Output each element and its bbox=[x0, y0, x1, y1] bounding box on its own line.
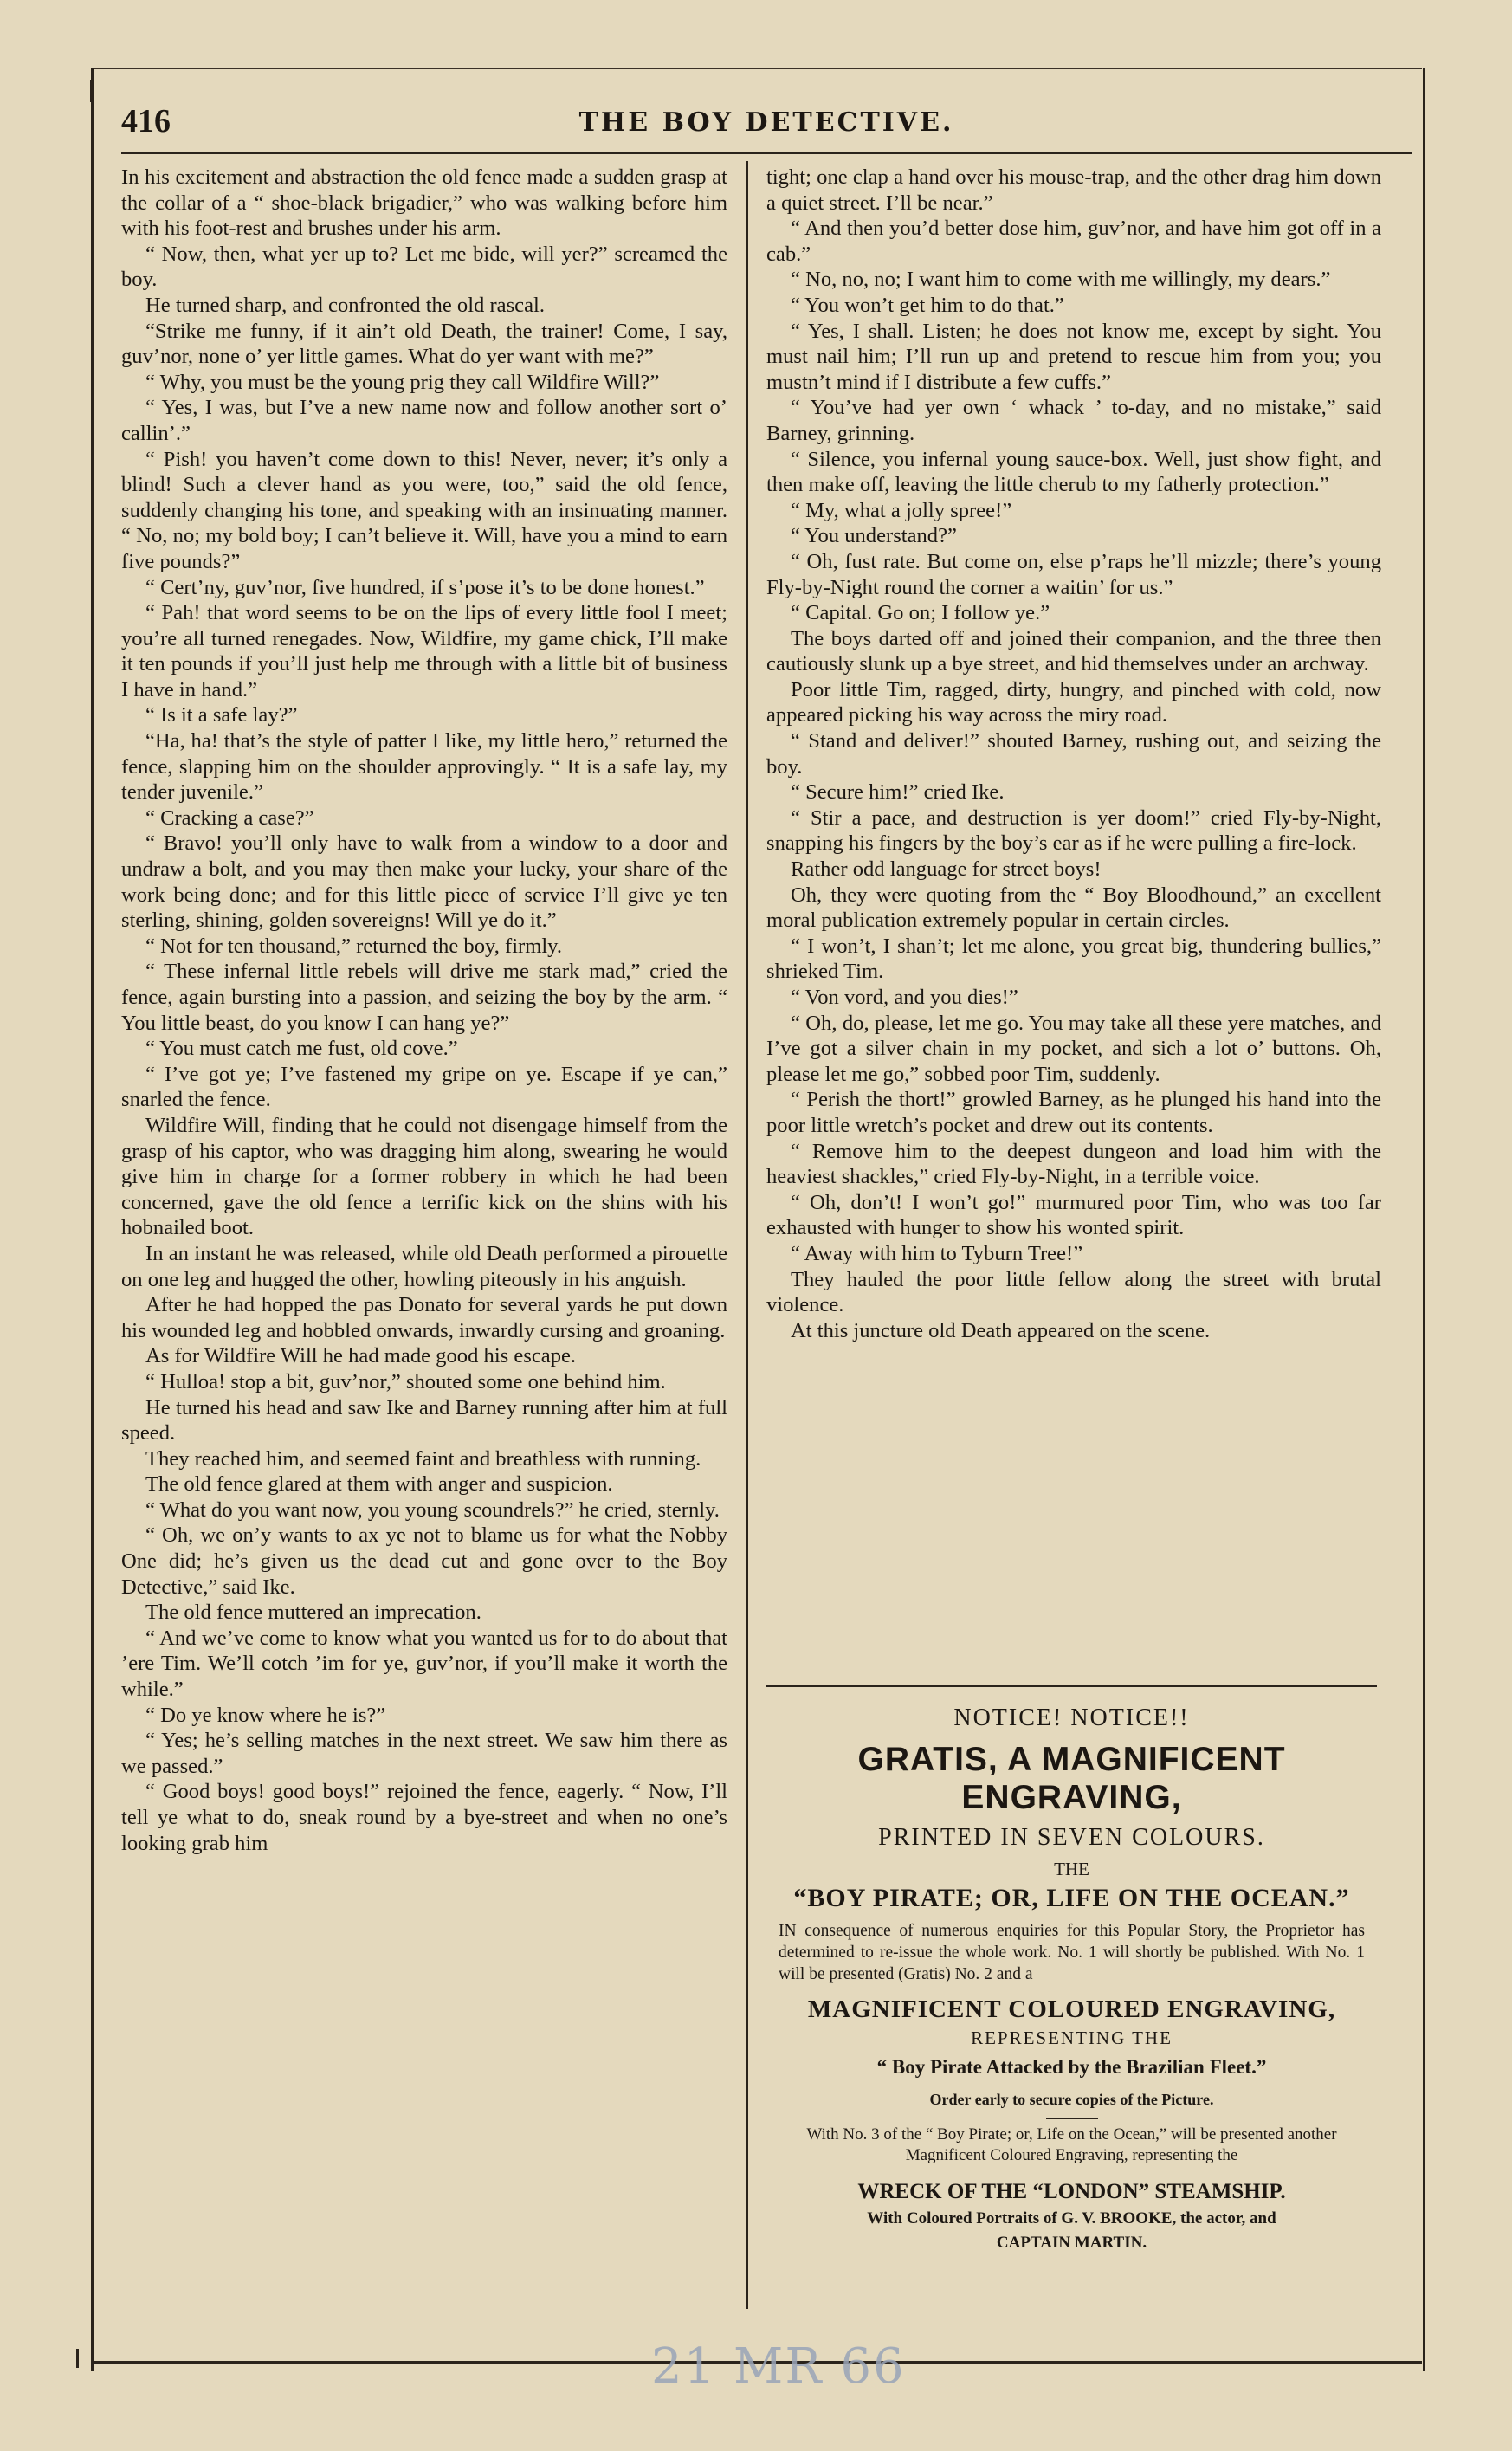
paragraph: Oh, they were quoting from the “ Boy Bloodhound,” an excellent moral publication extremely popular in certain circles. bbox=[766, 883, 1381, 933]
paragraph: The old fence glared at them with anger and suspicion. bbox=[145, 1472, 613, 1497]
paragraph: “ Away with him to Tyburn Tree!” bbox=[791, 1241, 1083, 1265]
notice-wreck: WRECK OF THE “LONDON” STEAMSHIP. bbox=[857, 2180, 1286, 2203]
paragraph: “ No, no, no; I want him to come with me willingly, my dears.” bbox=[791, 268, 1331, 292]
notice-representing: REPRESENTING THE bbox=[971, 2027, 1173, 2048]
paragraph: “ Stand and deliver!” shouted Barney, rushing out, and seizing the boy. bbox=[766, 729, 1381, 779]
paragraph: “ Oh, do, please, let me go. You may take all these yere matches, and I’ve got a silver chain in my pocket, and sich a lot o’ buttons. Oh, please let me go,” sobbed poor Tim, suddenly. bbox=[766, 1011, 1381, 1086]
paragraph: In his excitement and abstraction the old fence made a sudden grasp at the collar of a “ shoe-black brigadier,” who was walking before him with his foot-rest and brushes under his arm. bbox=[121, 165, 727, 241]
header-rule bbox=[121, 152, 1412, 154]
notice-attacked: “ Boy Pirate Attacked by the Brazilian Fleet.” bbox=[876, 2056, 1267, 2078]
notice-rule bbox=[766, 1685, 1377, 1687]
paragraph: “ Capital. Go on; I follow ye.” bbox=[791, 601, 1050, 625]
paragraph: “ And we’ve come to know what you wanted us for to do about that ’ere Tim. We’ll cotch ’im for ye, guv’nor, if you’ll make it worth the while.” bbox=[121, 1626, 727, 1702]
left-column bbox=[121, 165, 727, 2312]
paragraph: “ My, what a jolly spree!” bbox=[791, 498, 1012, 522]
paragraph: “ Good boys! good boys!” rejoined the fence, eagerly. “ Now, I’ll tell ye what to do, sneak round by a bye-street and when no one’s looking grab him bbox=[121, 1780, 727, 1855]
notice-the: THE bbox=[1054, 1859, 1089, 1879]
right-column bbox=[766, 165, 1381, 1689]
paragraph: “ Oh, fust rate. But come on, else p’raps he’ll mizzle; there’s young Fly-by-Night round the corner a waitin’ for us.” bbox=[766, 549, 1381, 599]
notice-portraits-2: CAPTAIN MARTIN. bbox=[996, 2234, 1147, 2252]
advertisement-notice bbox=[766, 1699, 1377, 2305]
paragraph: “ You’ve had yer own ‘ whack ’ to-day, and no mistake,” said Barney, grinning. bbox=[766, 396, 1381, 445]
running-title: THE BOY DETECTIVE. bbox=[578, 107, 954, 138]
notice-title: “BOY PIRATE; OR, LIFE ON THE OCEAN.” bbox=[793, 1884, 1350, 1912]
library-stamp: 21 MR 66 bbox=[651, 2338, 906, 2395]
paragraph: “ I won’t, I shan’t; let me alone, you great big, thundering bullies,” shrieked Tim. bbox=[766, 934, 1381, 984]
paragraph: “ Bravo! you’ll only have to walk from a window to a door and undraw a bolt, and you may then make your lucky, your share of the work being done; and for this little piece of service I’ll give ye ten sterling, shining, golden sovereigns! Will ye do it.” bbox=[121, 831, 727, 933]
paragraph: “ Yes, I shall. Listen; he does not know me, except by sight. You must nail him; I’ll run up and pretend to rescue him from you; you mustn’t mind if I distribute a few cuffs.” bbox=[766, 319, 1381, 394]
paragraph: “ Silence, you infernal young sauce-box. Well, just show fight, and then make off, leaving the little cherub to my fatherly protection.” bbox=[766, 447, 1381, 497]
paragraph: “ Hulloa! stop a bit, guv’nor,” shouted some one behind him. bbox=[145, 1369, 666, 1394]
paragraph: “ Stir a pace, and destruction is yer doom!” cried Fly-by-Night, snapping his fingers by the boy’s ear as if he were pulling a fire-lock. bbox=[766, 805, 1381, 856]
notice-printed: PRINTED IN SEVEN COLOURS. bbox=[878, 1824, 1265, 1851]
paragraph: “ Pah! that word seems to be on the lips of every little fool I meet; you’re all turned renegades. Now, Wildfire, my game chick, I’ll make it ten pounds if you’ll just help me through with a little bit of business I have in hand.” bbox=[121, 601, 727, 702]
paragraph: “Ha, ha! that’s the style of patter I like, my little hero,” returned the fence, slapping him on the shoulder approvingly. “ It is a safe lay, my tender juvenile.” bbox=[121, 729, 727, 805]
paragraph: “ Do ye know where he is?” bbox=[145, 1703, 386, 1727]
paragraph: After he had hopped the pas Donato for several yards he put down his wounded leg and hobbled onwards, inwardly cursing and groaning. bbox=[121, 1293, 727, 1342]
notice-portraits-1: With Coloured Portraits of G. V. BROOKE, the actor, and bbox=[867, 2209, 1276, 2228]
paragraph: Wildfire Will, finding that he could not disengage himself from the grasp of his captor, who was dragging him along, swearing he would give him in charge for a former robbery in which he had been concerned, gave the old fence a terrific kick on the shins with his hobnailed boot. bbox=[121, 1113, 727, 1240]
paragraph: “ Why, you must be the young prig they call Wildfire Will?” bbox=[145, 370, 660, 394]
paragraph: “ You understand?” bbox=[791, 524, 957, 548]
paragraph: In an instant he was released, while old Death performed a pirouette on one leg and hugged the other, howling piteously in his anguish. bbox=[121, 1241, 727, 1291]
paragraph: “ These infernal little rebels will drive me stark mad,” cried the fence, again bursting into a passion, and seizing the boy by the arm. “ You little beast, do you know I can hang ye?” bbox=[121, 960, 727, 1035]
notice-headline: GRATIS, A MAGNIFICENT ENGRAVING, bbox=[857, 1741, 1286, 1816]
notice-magnificent: MAGNIFICENT COLOURED ENGRAVING, bbox=[807, 1995, 1336, 2023]
paragraph: “ Yes, I was, but I’ve a new name now and follow another sort o’ callin’.” bbox=[121, 396, 727, 445]
column-divider bbox=[746, 161, 748, 2309]
paragraph: “ Cracking a case?” bbox=[145, 805, 314, 830]
paragraph: At this juncture old Death appeared on the scene. bbox=[791, 1318, 1211, 1342]
paragraph: They reached him, and seemed faint and breathless with running. bbox=[145, 1446, 701, 1471]
paragraph: “ Not for ten thousand,” returned the boy, firmly. bbox=[145, 934, 563, 958]
paragraph: He turned his head and saw Ike and Barney running after him at full speed. bbox=[121, 1395, 727, 1445]
paragraph: The old fence muttered an imprecation. bbox=[145, 1601, 481, 1625]
paragraph: tight; one clap a hand over his mouse-trap, and the other drag him down a quiet street. I’ll be near.” bbox=[766, 165, 1381, 215]
paragraph: They hauled the poor little fellow along the street with brutal violence. bbox=[766, 1267, 1381, 1317]
paragraph: He turned sharp, and confronted the old rascal. bbox=[145, 293, 545, 317]
paragraph: “Strike me funny, if it ain’t old Death, the trainer! Come, I say, guv’nor, none o’ yer little games. What do yer want with me?” bbox=[121, 319, 727, 369]
paragraph: “ You won’t get him to do that.” bbox=[791, 293, 1064, 317]
paragraph: “ Now, then, what yer up to? Let me bide, will yer?” screamed the boy. bbox=[121, 242, 727, 292]
notice-heading: NOTICE! NOTICE!! bbox=[953, 1704, 1190, 1731]
paragraph: “ What do you want now, you young scoundrels?” he cried, sternly. bbox=[145, 1497, 720, 1522]
paragraph: “ Von vord, and you dies!” bbox=[791, 986, 1018, 1009]
paragraph: The boys darted off and joined their companion, and the three then cautiously slunk up a bye street, and hid themselves under an archway. bbox=[766, 626, 1381, 676]
paragraph: “ Perish the thort!” growled Barney, as he plunged his hand into the poor little wretch’s pocket and drew out its contents. bbox=[766, 1088, 1381, 1137]
page-header bbox=[121, 102, 1412, 154]
paragraph: “ Yes; he’s selling matches in the next street. We saw him there as we passed.” bbox=[121, 1729, 727, 1778]
paragraph: Poor little Tim, ragged, dirty, hungry, and pinched with cold, now appeared picking his way across the miry road. bbox=[766, 677, 1381, 728]
paragraph: “ Pish! you haven’t come down to this! Never, never; it’s only a blind! Such a clever hand as you were, too,” said the old fence, suddenly changing his tone, and speaking with an insinuating manner. “ No, no; my bold boy; I can’t believe it. Will, have you a mind to earn five pounds?” bbox=[121, 447, 727, 573]
margin-mark-bottom bbox=[76, 2349, 79, 2368]
margin-mark-top bbox=[90, 80, 93, 102]
paragraph: “ Is it a safe lay?” bbox=[145, 703, 298, 728]
notice-short-rule bbox=[1046, 2118, 1098, 2119]
paragraph: Rather odd language for street boys! bbox=[791, 857, 1102, 882]
paragraph: “ Remove him to the deepest dungeon and load him with the heaviest shackles,” cried Fly-by-Night, in a terrible voice. bbox=[766, 1139, 1381, 1189]
paragraph: “ Oh, don’t! I won’t go!” murmured poor Tim, who was too far exhausted with hunger to show his wonted spirit. bbox=[766, 1190, 1381, 1240]
notice-with-no3: With No. 3 of the “ Boy Pirate; or, Life on the Ocean,” will be presented another Magnificent Coloured Engraving, representing the bbox=[806, 2125, 1337, 2164]
notice-body: IN consequence of numerous enquiries for this Popular Story, the Proprietor has determined to re-issue the whole work. No. 1 will shortly be published. With No. 1 will be presented (Gratis) No. 2 and a bbox=[779, 1922, 1365, 1983]
paragraph: As for Wildfire Will he had made good his escape. bbox=[145, 1344, 577, 1368]
page-number: 416 bbox=[121, 103, 171, 139]
paragraph: “ Secure him!” cried Ike. bbox=[791, 780, 1005, 805]
paragraph: “ Cert’ny, guv’nor, five hundred, if s’pose it’s to be done honest.” bbox=[145, 575, 705, 599]
paragraph: “ You must catch me fust, old cove.” bbox=[145, 1037, 458, 1061]
paragraph: “ I’ve got ye; I’ve fastened my gripe on ye. Escape if ye can,” snarled the fence. bbox=[121, 1062, 727, 1112]
paragraph: “ And then you’d better dose him, guv’nor, and have him got off in a cab.” bbox=[766, 217, 1381, 266]
notice-order: Order early to secure copies of the Picture. bbox=[929, 2091, 1214, 2108]
paragraph: “ Oh, we on’y wants to ax ye not to blame us for what the Nobby One did; he’s given us the dead cut and gone over to the Boy Detective,” said Ike. bbox=[121, 1523, 727, 1599]
